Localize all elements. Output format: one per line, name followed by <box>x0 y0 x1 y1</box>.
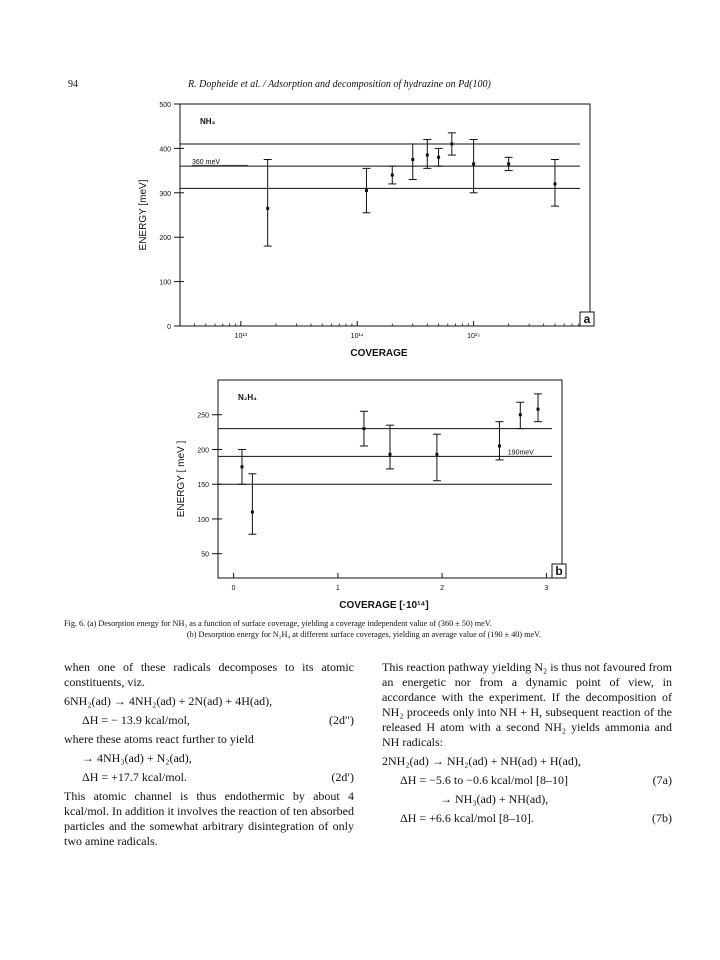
plot-frame <box>180 104 590 326</box>
x-tick-label: 2 <box>440 585 445 592</box>
equation-text: → 4NH₃(ad) + N₂(ad), <box>82 751 192 765</box>
data-point <box>450 142 453 145</box>
y-tick-label: 150 <box>197 482 209 490</box>
paragraph: This reaction pathway yielding N₂ is thus not favoured from an energetic nor from a dynamic point of view, in accordance with the experiment. If the decomposition of NH₂ proceeds only into NH + H, subsequent reaction of the released H atom with a second NH₂ yields ammonia and NH radicals: <box>382 660 672 749</box>
data-point <box>519 413 522 416</box>
equation-enthalpy <box>64 713 354 728</box>
species-label: NH₃ <box>200 117 216 126</box>
y-tick-label: 200 <box>197 447 209 455</box>
equation-enthalpy <box>382 773 672 788</box>
data-point <box>389 453 392 456</box>
data-point <box>365 189 368 192</box>
enthalpy-text: ΔH = − 13.9 kcal/mol, <box>82 713 190 727</box>
equation-text: 6NH₂(ad) → 4NH₂(ad) + 2N(ad) + 4H(ad), <box>64 694 273 708</box>
y-tick-label: 400 <box>159 146 171 154</box>
equation-enthalpy <box>64 770 354 785</box>
data-point <box>435 453 438 456</box>
y-tick-label: 50 <box>201 551 209 559</box>
x-axis-label: COVERAGE <box>350 348 408 359</box>
caption-line-a: Fig. 6. (a) Desorption energy for NH₃ as a function of surface coverage, yielding a coverage independent value of (360 ± 50) meV. <box>64 619 492 628</box>
reference-line-label: 190meV <box>507 449 534 457</box>
panel-letter: a <box>583 312 591 326</box>
enthalpy-text: ΔH = +6.6 kcal/mol [8–10]. <box>400 811 534 825</box>
chart-panel-a <box>174 104 594 326</box>
equation-number: (7a) <box>652 773 672 787</box>
enthalpy-text: ΔH = −5.6 to −0.6 kcal/mol [8–10] <box>400 773 568 787</box>
enthalpy-text: ΔH = +17.7 kcal/mol. <box>82 770 187 784</box>
x-tick-label: 1 <box>335 585 340 592</box>
y-tick-label: 500 <box>159 102 171 109</box>
data-point <box>537 408 540 411</box>
y-tick-label: 300 <box>159 190 171 198</box>
y-axis-label: ENERGY [meV] <box>138 179 149 251</box>
caption-line-b: (b) Desorption energy for N₂H₄ at different surface coverages, yielding an average value of (190 ± 40) meV. <box>186 630 542 639</box>
y-tick-label: 0 <box>167 324 171 331</box>
left-column <box>64 660 354 849</box>
data-point <box>266 207 269 210</box>
data-point <box>437 156 440 159</box>
equation-number: (7b) <box>652 811 672 825</box>
equation-number: (2d″) <box>329 713 354 727</box>
plot-frame <box>218 380 562 578</box>
right-column <box>382 660 672 830</box>
paragraph: This atomic channel is thus endothermic by about 4 kcal/mol. In addition it involves the reaction of ten absorbed particles and the somewhat arbitrary disintegration of only two amine radicals. <box>64 789 354 848</box>
equation <box>382 792 672 807</box>
data-point <box>411 158 414 161</box>
equation <box>382 754 672 769</box>
equation <box>64 751 354 766</box>
equation-number: (2d′) <box>331 770 354 784</box>
equation-enthalpy <box>382 811 672 826</box>
data-point <box>251 511 254 514</box>
data-point <box>472 162 475 165</box>
x-tick-label: 10¹⁵ <box>467 333 481 340</box>
y-tick-label: 250 <box>197 412 209 420</box>
y-axis-label: ENERGY [ meV ] <box>176 440 187 518</box>
paragraph: when one of these radicals decomposes to its atomic constituents, viz. <box>64 660 354 689</box>
x-tick-label: 0 <box>231 585 236 592</box>
equation <box>64 694 354 709</box>
equation-text: → NH₃(ad) + NH(ad), <box>440 792 549 806</box>
equation-text: 2NH₂(ad) → NH₂(ad) + NH(ad) + H(ad), <box>382 754 581 768</box>
running-head: R. Dopheide et al. / Adsorption and decomposition of hydrazine on Pd(100) <box>188 79 491 90</box>
figure-caption <box>64 618 664 640</box>
data-point <box>498 445 501 448</box>
data-point <box>362 427 365 430</box>
x-tick-label: 3 <box>544 585 549 592</box>
x-axis-label: COVERAGE [·10¹⁴] <box>339 600 429 610</box>
panel-letter: b <box>555 564 563 578</box>
data-point <box>507 162 510 165</box>
species-label: N₂H₄ <box>238 393 257 402</box>
y-tick-label: 200 <box>159 235 171 243</box>
reference-line-label: 360 meV <box>192 159 221 167</box>
y-tick-label: 100 <box>159 279 171 287</box>
page-number: 94 <box>68 79 78 90</box>
x-tick-label: 10¹⁴ <box>350 333 364 340</box>
x-tick-label: 10¹³ <box>234 333 248 340</box>
data-point <box>553 182 556 185</box>
y-tick-label: 100 <box>197 516 209 524</box>
data-point <box>426 154 429 157</box>
data-point <box>240 465 243 468</box>
paragraph: where these atoms react further to yield <box>64 732 254 746</box>
chart-panel-b <box>212 380 566 578</box>
data-point <box>391 174 394 177</box>
